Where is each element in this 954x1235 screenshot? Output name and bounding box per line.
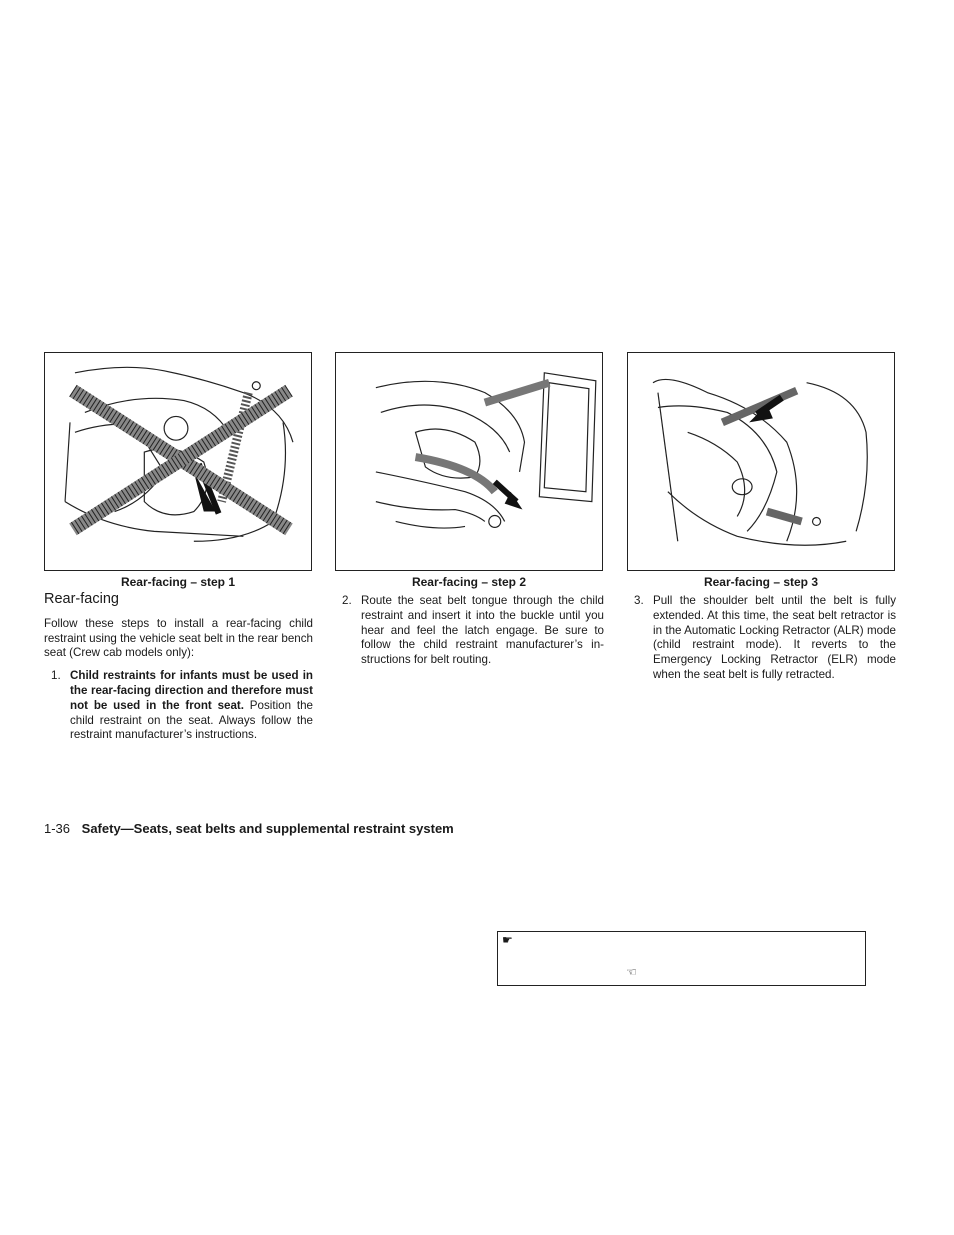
figure-caption: Rear-facing – step 2 bbox=[411, 575, 527, 589]
section-title: Safety—Seats, seat belts and supplemental restraint system bbox=[81, 821, 454, 836]
page-footer bbox=[44, 821, 454, 836]
figure-rear-facing-step-2 bbox=[335, 352, 603, 571]
step-1-item bbox=[44, 669, 313, 743]
text-column-3 bbox=[627, 594, 896, 683]
step-2-item bbox=[335, 594, 604, 668]
step-1-text: Position the child restraint on the seat. Always follow the restraint manufacturer’s instructions. bbox=[70, 698, 313, 742]
illustration-step-1 bbox=[45, 353, 311, 570]
figure-caption: Rear-facing – step 1 bbox=[120, 575, 236, 589]
pointing-hand-icon: ☛ bbox=[502, 933, 513, 947]
page-number: 1-36 bbox=[44, 821, 71, 836]
illustration-step-2 bbox=[336, 353, 602, 570]
step-number: 1. bbox=[51, 669, 61, 683]
note-box bbox=[497, 931, 866, 986]
figure-caption: Rear-facing – step 3 bbox=[703, 575, 819, 589]
step-number: 3. bbox=[634, 594, 644, 607]
step-3-item bbox=[627, 594, 896, 683]
step-2-text: Route the seat belt tongue through the child restraint and insert it into the buckle until you hear and feel the latch engage. Be sure to follow the child restraint manufacturer’s in- structions for belt routing. bbox=[361, 594, 604, 667]
text-column-2 bbox=[335, 594, 604, 668]
pointing-hand-icon: ☜ bbox=[626, 965, 637, 979]
text-column-1 bbox=[44, 592, 313, 743]
step-number: 2. bbox=[342, 594, 352, 607]
illustration-step-3 bbox=[628, 353, 894, 570]
section-heading: Rear-facing bbox=[44, 591, 119, 607]
figure-rear-facing-step-3 bbox=[627, 352, 895, 571]
step-3-text: Pull the shoulder belt until the belt is fully extended. At this time, the seat belt retractor is in the Automatic Locking Retractor (ALR) mode (child restraint mode). It reverts to the Emergency Locking Retractor (ELR) mode when the seat belt is fully retracted. bbox=[653, 594, 896, 681]
step-1-warning: Child restraints for infants must be used in the rear-facing direction and therefore must not be used in the front seat. bbox=[70, 669, 313, 712]
intro-paragraph: Follow these steps to install a rear-facing child restraint using the vehicle seat belt in the rear bench seat (Crew cab models only): bbox=[44, 616, 313, 660]
figure-rear-facing-step-1 bbox=[44, 352, 312, 571]
